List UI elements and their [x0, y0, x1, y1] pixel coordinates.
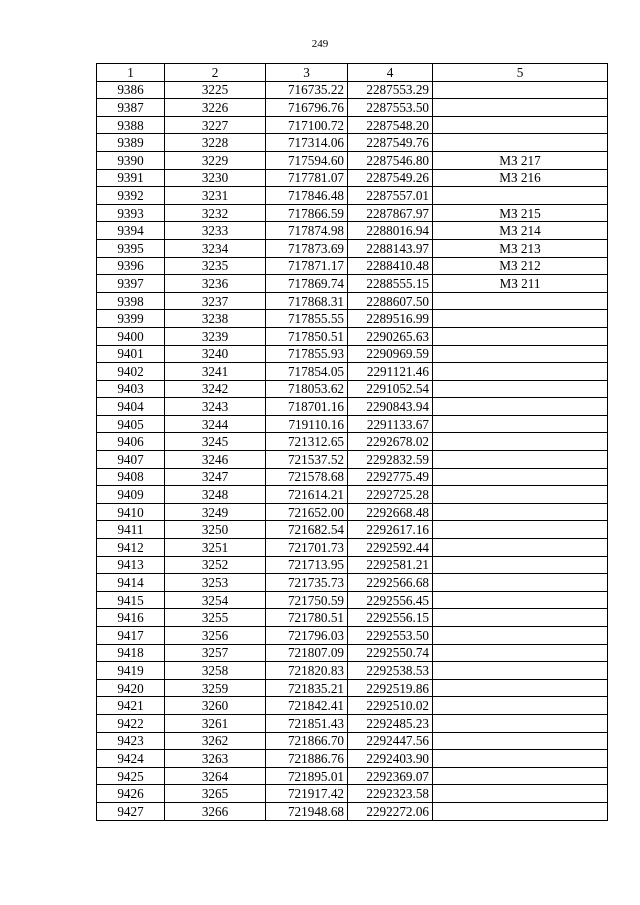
- point-number-cell: 9406: [97, 433, 165, 451]
- sequence-number-cell: 3261: [165, 714, 266, 732]
- column-header: 1: [97, 64, 165, 82]
- point-number-cell: 9421: [97, 697, 165, 715]
- sequence-number-cell: 3258: [165, 662, 266, 680]
- table-row: [97, 398, 608, 416]
- table-row: [97, 503, 608, 521]
- y-coordinate-cell: 2292510.02: [348, 697, 433, 715]
- y-coordinate-cell: 2292566.68: [348, 574, 433, 592]
- marker-cell: [433, 486, 608, 504]
- table-row: [97, 204, 608, 222]
- y-coordinate-cell: 2292519.86: [348, 679, 433, 697]
- point-number-cell: 9404: [97, 398, 165, 416]
- sequence-number-cell: 3237: [165, 292, 266, 310]
- y-coordinate-cell: 2288143.97: [348, 239, 433, 257]
- x-coordinate-cell: 717854.05: [266, 363, 348, 381]
- point-number-cell: 9407: [97, 451, 165, 469]
- table-body: [97, 81, 608, 820]
- table-row: [97, 627, 608, 645]
- x-coordinate-cell: 717871.17: [266, 257, 348, 275]
- sequence-number-cell: 3262: [165, 732, 266, 750]
- y-coordinate-cell: 2292668.48: [348, 503, 433, 521]
- marker-cell: [433, 767, 608, 785]
- y-coordinate-cell: 2292369.07: [348, 767, 433, 785]
- sequence-number-cell: 3259: [165, 679, 266, 697]
- table-row: [97, 609, 608, 627]
- table-row: [97, 169, 608, 187]
- sequence-number-cell: 3254: [165, 591, 266, 609]
- sequence-number-cell: 3228: [165, 134, 266, 152]
- marker-cell: [433, 574, 608, 592]
- marker-cell: [433, 415, 608, 433]
- x-coordinate-cell: 717314.06: [266, 134, 348, 152]
- point-number-cell: 9419: [97, 662, 165, 680]
- x-coordinate-cell: 721312.65: [266, 433, 348, 451]
- x-coordinate-cell: 717869.74: [266, 275, 348, 293]
- marker-cell: [433, 327, 608, 345]
- point-number-cell: 9395: [97, 239, 165, 257]
- sequence-number-cell: 3238: [165, 310, 266, 328]
- sequence-number-cell: 3243: [165, 398, 266, 416]
- table-row: [97, 732, 608, 750]
- x-coordinate-cell: 721682.54: [266, 521, 348, 539]
- y-coordinate-cell: 2288555.15: [348, 275, 433, 293]
- point-number-cell: 9423: [97, 732, 165, 750]
- table-row: [97, 591, 608, 609]
- x-coordinate-cell: 721948.68: [266, 802, 348, 820]
- y-coordinate-cell: 2287546.80: [348, 151, 433, 169]
- point-number-cell: 9387: [97, 99, 165, 117]
- table-row: [97, 714, 608, 732]
- marker-cell: [433, 521, 608, 539]
- x-coordinate-cell: 721652.00: [266, 503, 348, 521]
- point-number-cell: 9405: [97, 415, 165, 433]
- table-row: [97, 134, 608, 152]
- point-number-cell: 9391: [97, 169, 165, 187]
- table-row: [97, 468, 608, 486]
- point-number-cell: 9411: [97, 521, 165, 539]
- marker-cell: [433, 380, 608, 398]
- table-row: [97, 750, 608, 768]
- x-coordinate-cell: 721614.21: [266, 486, 348, 504]
- column-header: 4: [348, 64, 433, 82]
- table-row: [97, 451, 608, 469]
- sequence-number-cell: 3249: [165, 503, 266, 521]
- table-row: [97, 239, 608, 257]
- y-coordinate-cell: 2288016.94: [348, 222, 433, 240]
- table-row: [97, 679, 608, 697]
- y-coordinate-cell: 2292550.74: [348, 644, 433, 662]
- point-number-cell: 9392: [97, 187, 165, 205]
- x-coordinate-cell: 721713.95: [266, 556, 348, 574]
- x-coordinate-cell: 721537.52: [266, 451, 348, 469]
- point-number-cell: 9420: [97, 679, 165, 697]
- marker-cell: [433, 81, 608, 99]
- marker-cell: [433, 539, 608, 557]
- marker-cell: [433, 451, 608, 469]
- x-coordinate-cell: 717868.31: [266, 292, 348, 310]
- y-coordinate-cell: 2292678.02: [348, 433, 433, 451]
- table-row: [97, 486, 608, 504]
- y-coordinate-cell: 2291133.67: [348, 415, 433, 433]
- table-row: [97, 380, 608, 398]
- sequence-number-cell: 3233: [165, 222, 266, 240]
- point-number-cell: 9417: [97, 627, 165, 645]
- x-coordinate-cell: 721780.51: [266, 609, 348, 627]
- sequence-number-cell: 3255: [165, 609, 266, 627]
- y-coordinate-cell: 2287553.29: [348, 81, 433, 99]
- marker-cell: МЗ 214: [433, 222, 608, 240]
- sequence-number-cell: 3253: [165, 574, 266, 592]
- table-row: [97, 327, 608, 345]
- table-header-row: [97, 64, 608, 82]
- x-coordinate-cell: 717855.55: [266, 310, 348, 328]
- point-number-cell: 9394: [97, 222, 165, 240]
- y-coordinate-cell: 2291052.54: [348, 380, 433, 398]
- table-row: [97, 767, 608, 785]
- marker-cell: [433, 714, 608, 732]
- y-coordinate-cell: 2292447.56: [348, 732, 433, 750]
- table-row: [97, 345, 608, 363]
- marker-cell: [433, 644, 608, 662]
- x-coordinate-cell: 721866.70: [266, 732, 348, 750]
- point-number-cell: 9414: [97, 574, 165, 592]
- x-coordinate-cell: 717781.07: [266, 169, 348, 187]
- marker-cell: [433, 468, 608, 486]
- x-coordinate-cell: 721895.01: [266, 767, 348, 785]
- x-coordinate-cell: 717850.51: [266, 327, 348, 345]
- y-coordinate-cell: 2292617.16: [348, 521, 433, 539]
- y-coordinate-cell: 2292538.53: [348, 662, 433, 680]
- y-coordinate-cell: 2292272.06: [348, 802, 433, 820]
- point-number-cell: 9401: [97, 345, 165, 363]
- sequence-number-cell: 3231: [165, 187, 266, 205]
- sequence-number-cell: 3230: [165, 169, 266, 187]
- sequence-number-cell: 3246: [165, 451, 266, 469]
- point-number-cell: 9386: [97, 81, 165, 99]
- table-row: [97, 116, 608, 134]
- sequence-number-cell: 3239: [165, 327, 266, 345]
- table-row: [97, 539, 608, 557]
- x-coordinate-cell: 721807.09: [266, 644, 348, 662]
- point-number-cell: 9425: [97, 767, 165, 785]
- y-coordinate-cell: 2290265.63: [348, 327, 433, 345]
- marker-cell: [433, 503, 608, 521]
- table-row: [97, 275, 608, 293]
- point-number-cell: 9410: [97, 503, 165, 521]
- point-number-cell: 9416: [97, 609, 165, 627]
- point-number-cell: 9418: [97, 644, 165, 662]
- x-coordinate-cell: 718701.16: [266, 398, 348, 416]
- point-number-cell: 9403: [97, 380, 165, 398]
- point-number-cell: 9413: [97, 556, 165, 574]
- sequence-number-cell: 3242: [165, 380, 266, 398]
- point-number-cell: 9415: [97, 591, 165, 609]
- x-coordinate-cell: 721917.42: [266, 785, 348, 803]
- x-coordinate-cell: 721851.43: [266, 714, 348, 732]
- y-coordinate-cell: 2292581.21: [348, 556, 433, 574]
- sequence-number-cell: 3227: [165, 116, 266, 134]
- marker-cell: [433, 697, 608, 715]
- marker-cell: [433, 609, 608, 627]
- x-coordinate-cell: 717874.98: [266, 222, 348, 240]
- sequence-number-cell: 3266: [165, 802, 266, 820]
- table-row: [97, 662, 608, 680]
- y-coordinate-cell: 2291121.46: [348, 363, 433, 381]
- table-row: [97, 802, 608, 820]
- coordinates-table: [96, 63, 608, 821]
- marker-cell: [433, 398, 608, 416]
- x-coordinate-cell: 721842.41: [266, 697, 348, 715]
- sequence-number-cell: 3236: [165, 275, 266, 293]
- point-number-cell: 9408: [97, 468, 165, 486]
- table-row: [97, 556, 608, 574]
- point-number-cell: 9389: [97, 134, 165, 152]
- point-number-cell: 9402: [97, 363, 165, 381]
- x-coordinate-cell: 721886.76: [266, 750, 348, 768]
- marker-cell: МЗ 215: [433, 204, 608, 222]
- table-row: [97, 222, 608, 240]
- point-number-cell: 9398: [97, 292, 165, 310]
- sequence-number-cell: 3225: [165, 81, 266, 99]
- sequence-number-cell: 3229: [165, 151, 266, 169]
- table-row: [97, 697, 608, 715]
- page-number: 249: [311, 38, 329, 50]
- x-coordinate-cell: 721796.03: [266, 627, 348, 645]
- point-number-cell: 9390: [97, 151, 165, 169]
- point-number-cell: 9399: [97, 310, 165, 328]
- table-row: [97, 644, 608, 662]
- table-row: [97, 187, 608, 205]
- sequence-number-cell: 3234: [165, 239, 266, 257]
- sequence-number-cell: 3252: [165, 556, 266, 574]
- sequence-number-cell: 3251: [165, 539, 266, 557]
- sequence-number-cell: 3263: [165, 750, 266, 768]
- marker-cell: МЗ 216: [433, 169, 608, 187]
- marker-cell: МЗ 211: [433, 275, 608, 293]
- sequence-number-cell: 3256: [165, 627, 266, 645]
- table-row: [97, 81, 608, 99]
- point-number-cell: 9426: [97, 785, 165, 803]
- y-coordinate-cell: 2290969.59: [348, 345, 433, 363]
- column-header: 3: [266, 64, 348, 82]
- table-row: [97, 574, 608, 592]
- sequence-number-cell: 3247: [165, 468, 266, 486]
- point-number-cell: 9388: [97, 116, 165, 134]
- y-coordinate-cell: 2292556.15: [348, 609, 433, 627]
- x-coordinate-cell: 721820.83: [266, 662, 348, 680]
- y-coordinate-cell: 2292485.23: [348, 714, 433, 732]
- marker-cell: [433, 750, 608, 768]
- marker-cell: [433, 679, 608, 697]
- y-coordinate-cell: 2292832.59: [348, 451, 433, 469]
- x-coordinate-cell: 717594.60: [266, 151, 348, 169]
- marker-cell: [433, 785, 608, 803]
- marker-cell: [433, 627, 608, 645]
- y-coordinate-cell: 2290843.94: [348, 398, 433, 416]
- y-coordinate-cell: 2292556.45: [348, 591, 433, 609]
- x-coordinate-cell: 721701.73: [266, 539, 348, 557]
- sequence-number-cell: 3248: [165, 486, 266, 504]
- x-coordinate-cell: 721835.21: [266, 679, 348, 697]
- marker-cell: [433, 134, 608, 152]
- point-number-cell: 9427: [97, 802, 165, 820]
- x-coordinate-cell: 716735.22: [266, 81, 348, 99]
- y-coordinate-cell: 2287549.26: [348, 169, 433, 187]
- x-coordinate-cell: 721750.59: [266, 591, 348, 609]
- y-coordinate-cell: 2292323.58: [348, 785, 433, 803]
- marker-cell: МЗ 217: [433, 151, 608, 169]
- table-row: [97, 292, 608, 310]
- table-row: [97, 785, 608, 803]
- y-coordinate-cell: 2292725.28: [348, 486, 433, 504]
- marker-cell: [433, 556, 608, 574]
- point-number-cell: 9397: [97, 275, 165, 293]
- x-coordinate-cell: 717846.48: [266, 187, 348, 205]
- y-coordinate-cell: 2289516.99: [348, 310, 433, 328]
- sequence-number-cell: 3264: [165, 767, 266, 785]
- column-header: 5: [433, 64, 608, 82]
- x-coordinate-cell: 717855.93: [266, 345, 348, 363]
- marker-cell: [433, 363, 608, 381]
- y-coordinate-cell: 2287549.76: [348, 134, 433, 152]
- table-row: [97, 310, 608, 328]
- x-coordinate-cell: 721735.73: [266, 574, 348, 592]
- table-row: [97, 151, 608, 169]
- marker-cell: [433, 802, 608, 820]
- point-number-cell: 9409: [97, 486, 165, 504]
- y-coordinate-cell: 2292592.44: [348, 539, 433, 557]
- y-coordinate-cell: 2292775.49: [348, 468, 433, 486]
- column-header: 2: [165, 64, 266, 82]
- x-coordinate-cell: 717873.69: [266, 239, 348, 257]
- table-row: [97, 433, 608, 451]
- marker-cell: [433, 591, 608, 609]
- marker-cell: [433, 99, 608, 117]
- sequence-number-cell: 3232: [165, 204, 266, 222]
- table-row: [97, 363, 608, 381]
- y-coordinate-cell: 2287557.01: [348, 187, 433, 205]
- table-row: [97, 415, 608, 433]
- y-coordinate-cell: 2292553.50: [348, 627, 433, 645]
- marker-cell: [433, 662, 608, 680]
- sequence-number-cell: 3265: [165, 785, 266, 803]
- sequence-number-cell: 3260: [165, 697, 266, 715]
- y-coordinate-cell: 2287553.50: [348, 99, 433, 117]
- table-row: [97, 257, 608, 275]
- marker-cell: [433, 433, 608, 451]
- x-coordinate-cell: 716796.76: [266, 99, 348, 117]
- sequence-number-cell: 3235: [165, 257, 266, 275]
- point-number-cell: 9396: [97, 257, 165, 275]
- sequence-number-cell: 3245: [165, 433, 266, 451]
- y-coordinate-cell: 2287867.97: [348, 204, 433, 222]
- marker-cell: МЗ 212: [433, 257, 608, 275]
- point-number-cell: 9412: [97, 539, 165, 557]
- sequence-number-cell: 3257: [165, 644, 266, 662]
- x-coordinate-cell: 718053.62: [266, 380, 348, 398]
- sequence-number-cell: 3250: [165, 521, 266, 539]
- y-coordinate-cell: 2288607.50: [348, 292, 433, 310]
- sequence-number-cell: 3241: [165, 363, 266, 381]
- marker-cell: [433, 116, 608, 134]
- marker-cell: [433, 187, 608, 205]
- table-row: [97, 521, 608, 539]
- marker-cell: МЗ 213: [433, 239, 608, 257]
- sequence-number-cell: 3226: [165, 99, 266, 117]
- x-coordinate-cell: 719110.16: [266, 415, 348, 433]
- point-number-cell: 9400: [97, 327, 165, 345]
- y-coordinate-cell: 2292403.90: [348, 750, 433, 768]
- point-number-cell: 9393: [97, 204, 165, 222]
- marker-cell: [433, 732, 608, 750]
- x-coordinate-cell: 721578.68: [266, 468, 348, 486]
- sequence-number-cell: 3240: [165, 345, 266, 363]
- x-coordinate-cell: 717866.59: [266, 204, 348, 222]
- y-coordinate-cell: 2288410.48: [348, 257, 433, 275]
- point-number-cell: 9422: [97, 714, 165, 732]
- marker-cell: [433, 292, 608, 310]
- sequence-number-cell: 3244: [165, 415, 266, 433]
- table-row: [97, 99, 608, 117]
- y-coordinate-cell: 2287548.20: [348, 116, 433, 134]
- point-number-cell: 9424: [97, 750, 165, 768]
- marker-cell: [433, 310, 608, 328]
- x-coordinate-cell: 717100.72: [266, 116, 348, 134]
- marker-cell: [433, 345, 608, 363]
